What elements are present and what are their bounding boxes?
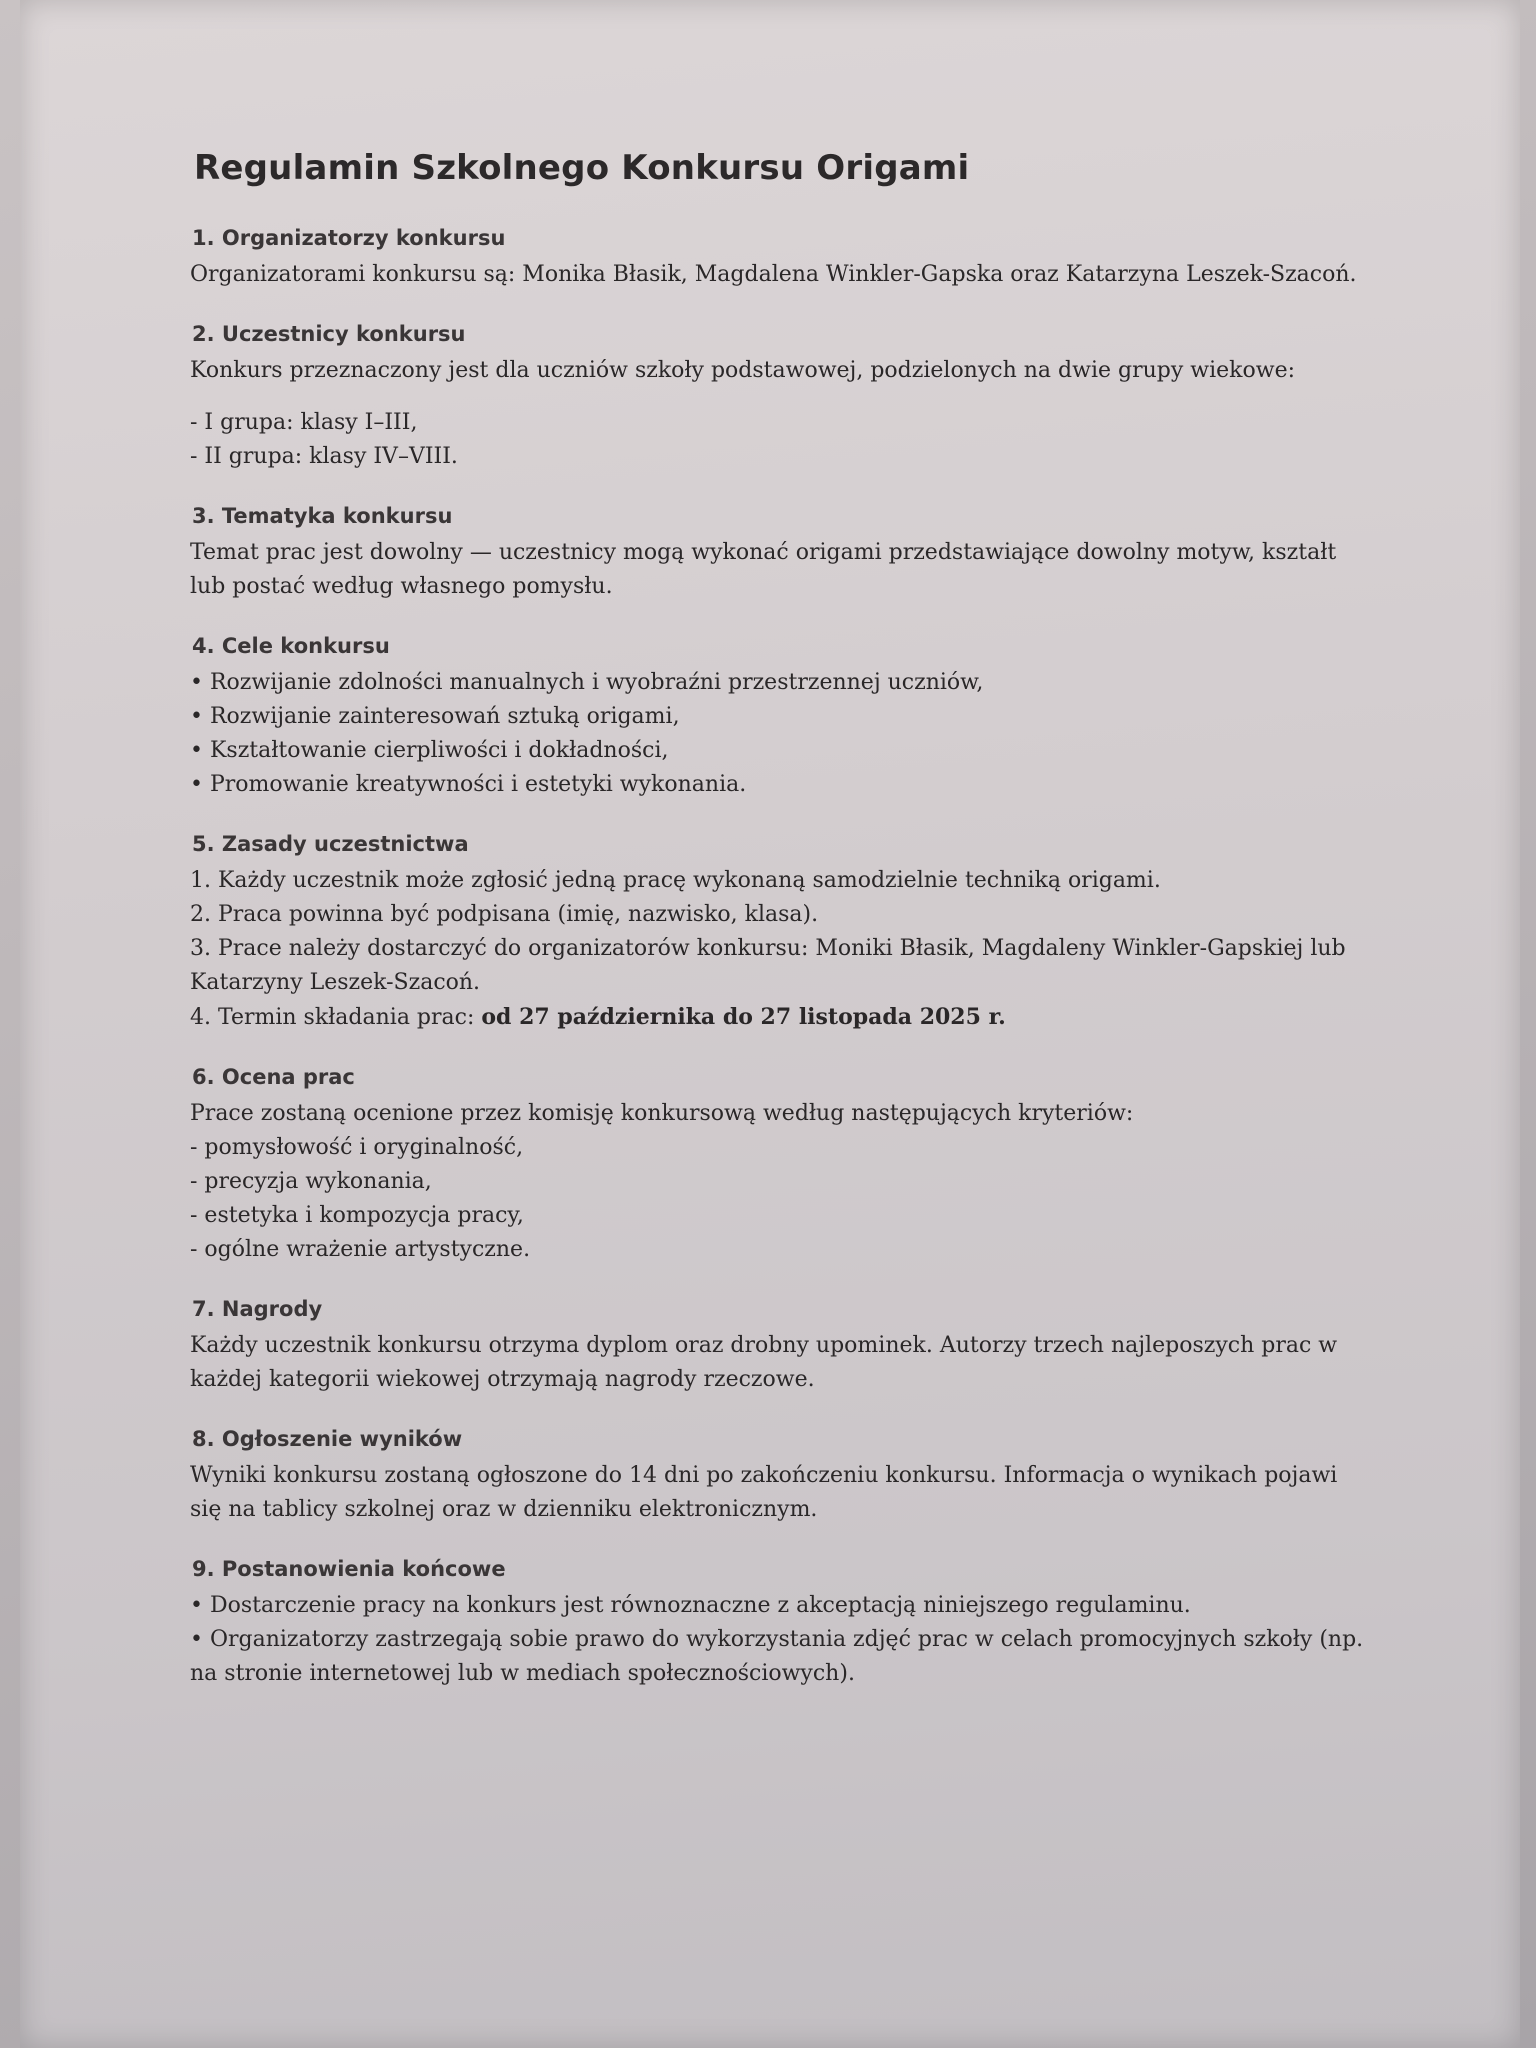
section-heading: 5. Zasady uczestnictwa xyxy=(192,832,469,856)
list-item: • Kształtowanie cierpliwości i dokładności, xyxy=(190,738,669,763)
list-item: • Rozwijanie zainteresowań sztuką origami, xyxy=(190,704,680,729)
section-text: Wyniki konkursu zostaną ogłoszone do 14 dni po zakończeniu konkursu. Informacja o wynikach pojawi się na tablicy szkolnej oraz w dzienniku elektronicznym. xyxy=(190,1463,1338,1522)
goals-list xyxy=(190,666,1370,802)
list-item: • Dostarczenie pracy na konkurs jest równoznaczne z akceptacją niniejszego regulaminu. xyxy=(190,1593,1191,1618)
list-item: 1. Każdy uczestnik może zgłosić jedną pracę wykonaną samodzielnie techniką origami. xyxy=(190,868,1161,893)
section-final-provisions xyxy=(190,1557,1370,1691)
deadline-item xyxy=(190,1000,1370,1035)
section-heading: 8. Ogłoszenie wyników xyxy=(192,1427,463,1451)
deadline-dates: od 27 października do 27 listopada 2025 r. xyxy=(481,1004,1006,1030)
section-goals xyxy=(190,634,1370,802)
section-text: Organizatorami konkursu są: Monika Błasik, Magdalena Winkler-Gapska oraz Katarzyna Leszek-Szacoń. xyxy=(190,262,1357,287)
list-item: - II grupa: klasy IV–VIII. xyxy=(190,444,458,469)
section-heading: 4. Cele konkursu xyxy=(192,634,390,658)
list-item: - I grupa: klasy I–III, xyxy=(190,410,418,435)
criteria-list xyxy=(190,1131,1370,1267)
section-heading: 3. Tematyka konkursu xyxy=(192,504,453,528)
section-text: Konkurs przeznaczony jest dla uczniów szkoły podstawowej, podzielonych na dwie grupy wiekowe: xyxy=(190,358,1296,383)
section-rules xyxy=(190,832,1370,1035)
provisions-list xyxy=(190,1589,1370,1691)
section-heading: 1. Organizatorzy konkursu xyxy=(192,226,506,250)
paper-sheet xyxy=(20,0,1520,2048)
document-body xyxy=(190,148,1370,1721)
rules-list xyxy=(190,864,1370,1035)
section-evaluation xyxy=(190,1065,1370,1267)
list-item: - estetyka i kompozycja pracy, xyxy=(190,1203,524,1228)
list-item: 2. Praca powinna być podpisana (imię, nazwisko, klasa). xyxy=(190,902,819,927)
section-heading: 6. Ocena prac xyxy=(192,1065,355,1089)
section-text: Każdy uczestnik konkursu otrzyma dyplom oraz drobny upominek. Autorzy trzech najleposzych prac w każdej kategorii wiekowej otrzymają nagrody rzeczowe. xyxy=(190,1333,1338,1392)
list-item: • Organizatorzy zastrzegają sobie prawo do wykorzystania zdjęć prac w celach promocyjnych szkoły (np. na stronie internetowej lub w mediach społecznościowych). xyxy=(190,1627,1364,1686)
section-text: Prace zostaną ocenione przez komisję konkursową według następujących kryteriów: xyxy=(190,1101,1134,1126)
section-organizers xyxy=(190,226,1370,292)
list-item: - ogólne wrażenie artystyczne. xyxy=(190,1237,531,1262)
deadline-label: 4. Termin składania prac: xyxy=(190,1005,482,1030)
section-text: Temat prac jest dowolny — uczestnicy mogą wykonać origami przedstawiające dowolny motyw, kształt lub postać według własnego pomysłu. xyxy=(190,540,1337,599)
section-prizes xyxy=(190,1297,1370,1397)
list-item: • Promowanie kreatywności i estetyki wykonania. xyxy=(190,772,747,797)
section-participants xyxy=(190,322,1370,474)
document-title: Regulamin Szkolnego Konkursu Origami xyxy=(194,148,970,188)
list-item: - precyzja wykonania, xyxy=(190,1169,432,1194)
section-theme xyxy=(190,504,1370,604)
section-heading: 9. Postanowienia końcowe xyxy=(192,1557,506,1581)
list-item: • Rozwijanie zdolności manualnych i wyobraźni przestrzennej uczniów, xyxy=(190,670,984,695)
age-groups-list xyxy=(190,406,1370,474)
list-item: 3. Prace należy dostarczyć do organizatorów konkursu: Moniki Błasik, Magdaleny Winkler-Gapskiej lub Katarzyny Leszek-Szacoń. xyxy=(190,936,1346,995)
list-item: - pomysłowość i oryginalność, xyxy=(190,1135,524,1160)
section-heading: 2. Uczestnicy konkursu xyxy=(192,322,466,346)
section-heading: 7. Nagrody xyxy=(192,1297,323,1321)
section-results xyxy=(190,1427,1370,1527)
